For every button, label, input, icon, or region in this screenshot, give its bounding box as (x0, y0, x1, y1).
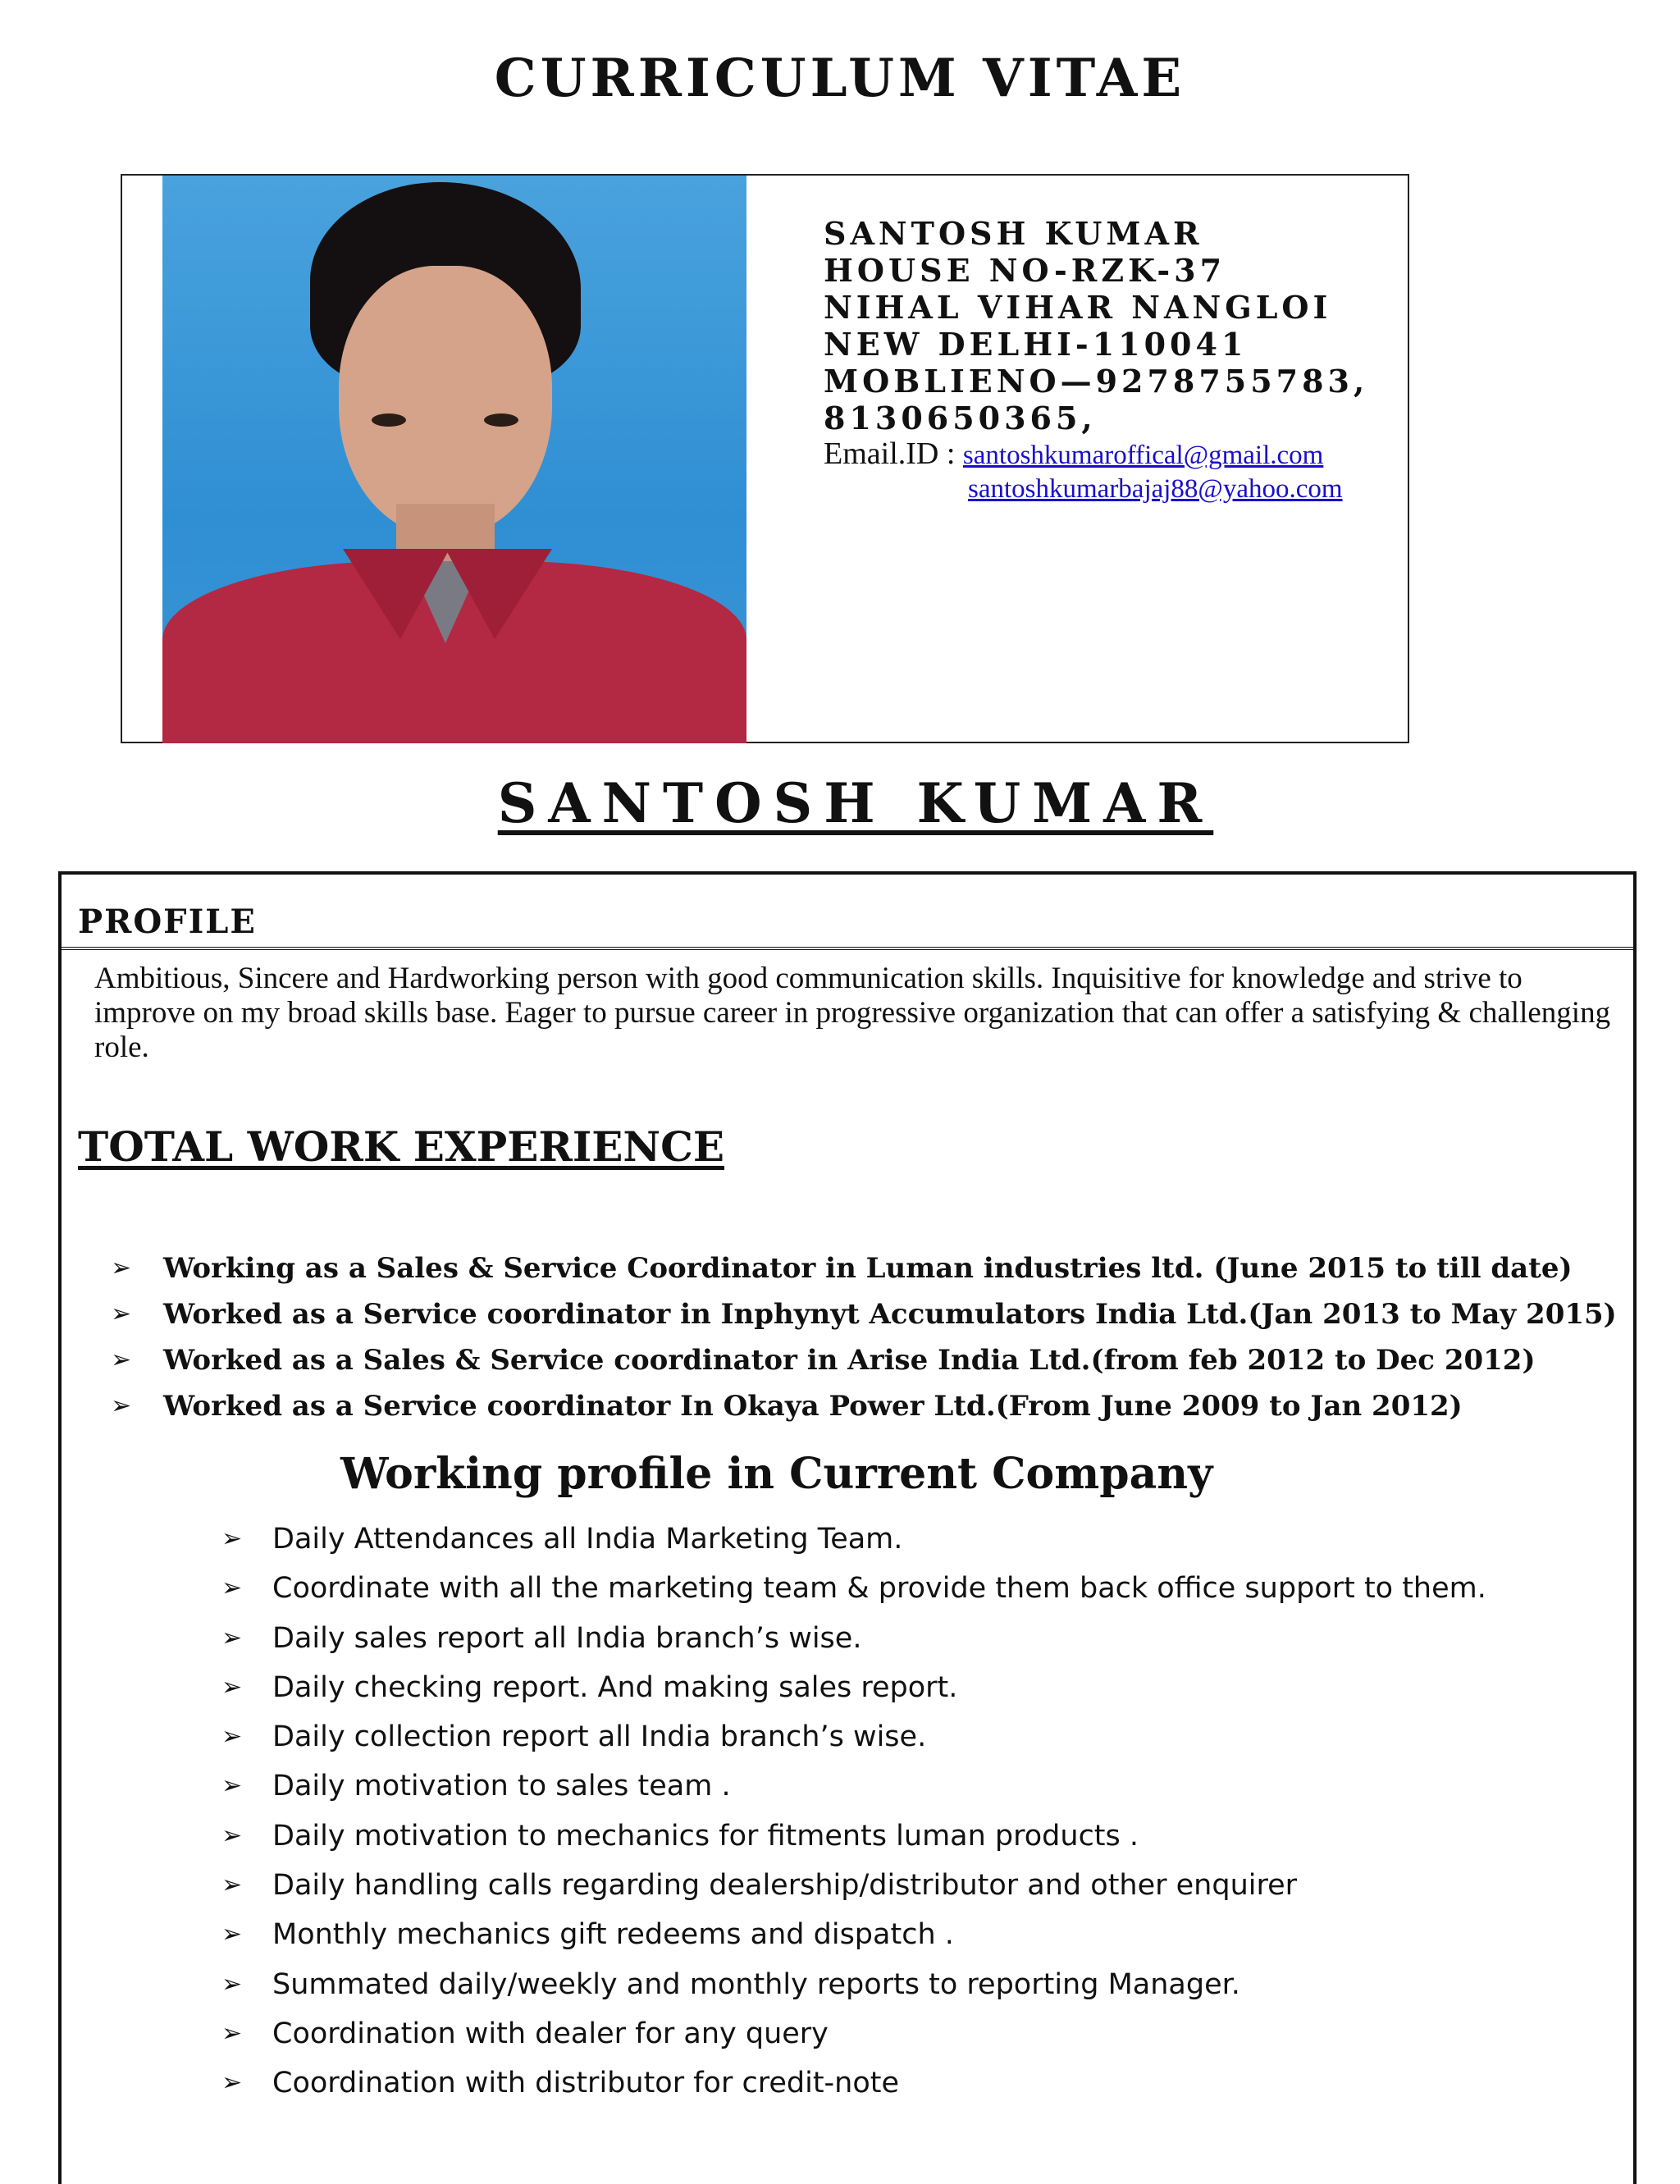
duty-item (221, 1861, 1486, 1910)
experience-item (111, 1245, 1617, 1291)
duty-item (221, 1960, 1486, 2009)
arrow-bullet-icon: ➢ (111, 1300, 132, 1328)
contact-name: SANTOSH KUMAR (824, 215, 1203, 252)
duty-item (221, 1663, 1486, 1712)
arrow-bullet-icon: ➢ (221, 1920, 243, 1949)
photo-left-eye (372, 413, 406, 427)
duty-item-text: Summated daily/weekly and monthly reports to reporting Manager. (272, 1967, 1240, 2001)
name-heading-text: SANTOSH KUMAR (497, 771, 1214, 835)
profile-heading-box (62, 875, 1633, 950)
duty-item-text: Coordination with dealer for any query (272, 2017, 829, 2050)
duty-item-text: Coordination with distributor for credit-note (272, 2067, 900, 2100)
duty-item-text: Coordinate with all the marketing team & provide them back office support to them. (272, 1572, 1486, 1606)
duty-item-text: Daily motivation to sales team . (272, 1770, 731, 1803)
arrow-bullet-icon: ➢ (221, 1969, 243, 1999)
photo-right-eye (484, 413, 518, 427)
arrow-bullet-icon: ➢ (111, 1254, 132, 1282)
duty-item-text: Daily handling calls regarding dealership/distributor and other enquirer (272, 1869, 1298, 1903)
arrow-bullet-icon: ➢ (111, 1346, 132, 1374)
duty-item (221, 1761, 1486, 1811)
experience-item-text: Worked as a Sales & Service coordinator in Arise India Ltd.(from feb 2012 to Dec 2012) (163, 1344, 1536, 1377)
address-line-1: HOUSE NO-RZK-37 (824, 252, 1226, 289)
arrow-bullet-icon: ➢ (221, 1871, 243, 1900)
duty-item (221, 1712, 1486, 1761)
arrow-bullet-icon: ➢ (221, 1771, 243, 1801)
email-row-2 (824, 473, 1368, 509)
experience-item (111, 1383, 1617, 1429)
experience-item-text: Worked as a Service coordinator In Okaya Power Ltd.(From June 2009 to Jan 2012) (163, 1390, 1463, 1423)
address-line-2: NIHAL VIHAR NANGLOI (824, 289, 1332, 326)
arrow-bullet-icon: ➢ (221, 2068, 243, 2098)
arrow-bullet-icon: ➢ (221, 2018, 243, 2048)
duty-item-text: Daily checking report. And making sales report. (272, 1670, 958, 1704)
duty-item (221, 1910, 1486, 1959)
experience-item (111, 1291, 1617, 1337)
experience-item (111, 1337, 1617, 1383)
duty-item-text: Monthly mechanics gift redeems and dispatch . (272, 1918, 954, 1952)
duty-item-text: Daily Attendances all India Marketing Team. (272, 1523, 903, 1556)
profile-photo (162, 176, 746, 743)
duty-item (221, 1515, 1486, 1564)
arrow-bullet-icon: ➢ (111, 1391, 132, 1420)
arrow-bullet-icon: ➢ (221, 1524, 243, 1553)
photo-collar-left (343, 549, 450, 639)
document-title: CURRICULUM VITAE (494, 48, 1186, 109)
arrow-bullet-icon: ➢ (221, 1672, 243, 1702)
arrow-bullet-icon: ➢ (221, 1574, 243, 1603)
experience-item-text: Working as a Sales & Service Coordinator in Luman industries ltd. (June 2015 to till date) (163, 1252, 1573, 1285)
profile-text: Ambitious, Sincere and Hardworking person with good communication skills. Inquisitive for knowledge and strive to improve on my broad skills base. Eager to pursue career in progressive organization that can offer a satisfying & challenging role. (94, 962, 1611, 1064)
current-duties-list (221, 1515, 1486, 2109)
duty-item (221, 1614, 1486, 1663)
arrow-bullet-icon: ➢ (221, 1623, 243, 1652)
work-experience-title: TOTAL WORK EXPERIENCE (78, 1122, 724, 1171)
experience-item-text: Worked as a Service coordinator in Inphynyt Accumulators India Ltd.(Jan 2013 to May 2015) (163, 1298, 1617, 1331)
duty-item-text: Daily motivation to mechanics for fitments luman products . (272, 1819, 1139, 1853)
email-link-gmail[interactable]: santoshkumaroffical@gmail.com (962, 441, 1324, 470)
main-content-box (58, 871, 1637, 2184)
email-link-yahoo[interactable]: santoshkumarbajaj88@yahoo.com (968, 474, 1343, 504)
email-row (824, 436, 1368, 473)
profile-title: PROFILE (78, 902, 257, 941)
duty-item-text: Daily sales report all India branch’s wise. (272, 1621, 862, 1655)
arrow-bullet-icon: ➢ (221, 1722, 243, 1752)
arrow-bullet-icon: ➢ (221, 1821, 243, 1850)
contact-details (824, 215, 1368, 509)
email-label: Email.ID : (824, 436, 963, 471)
name-heading (0, 771, 1680, 835)
duty-item-text: Daily collection report all India branch’s wise. (272, 1720, 927, 1754)
address-line-3: NEW DELHI-110041 (824, 326, 1248, 363)
photo-collar-right (445, 549, 552, 639)
experience-list (111, 1245, 1617, 1429)
duty-item (221, 1812, 1486, 1861)
duty-item (221, 1564, 1486, 1613)
current-profile-title: Working profile in Current Company (340, 1449, 1213, 1499)
duty-item (221, 2058, 1486, 2108)
photo-face (339, 266, 552, 537)
mobile-line-2: 8130650365, (824, 400, 1097, 436)
mobile-line-1: MOBLIENO—9278755783, (824, 363, 1369, 400)
duty-item (221, 2009, 1486, 2058)
